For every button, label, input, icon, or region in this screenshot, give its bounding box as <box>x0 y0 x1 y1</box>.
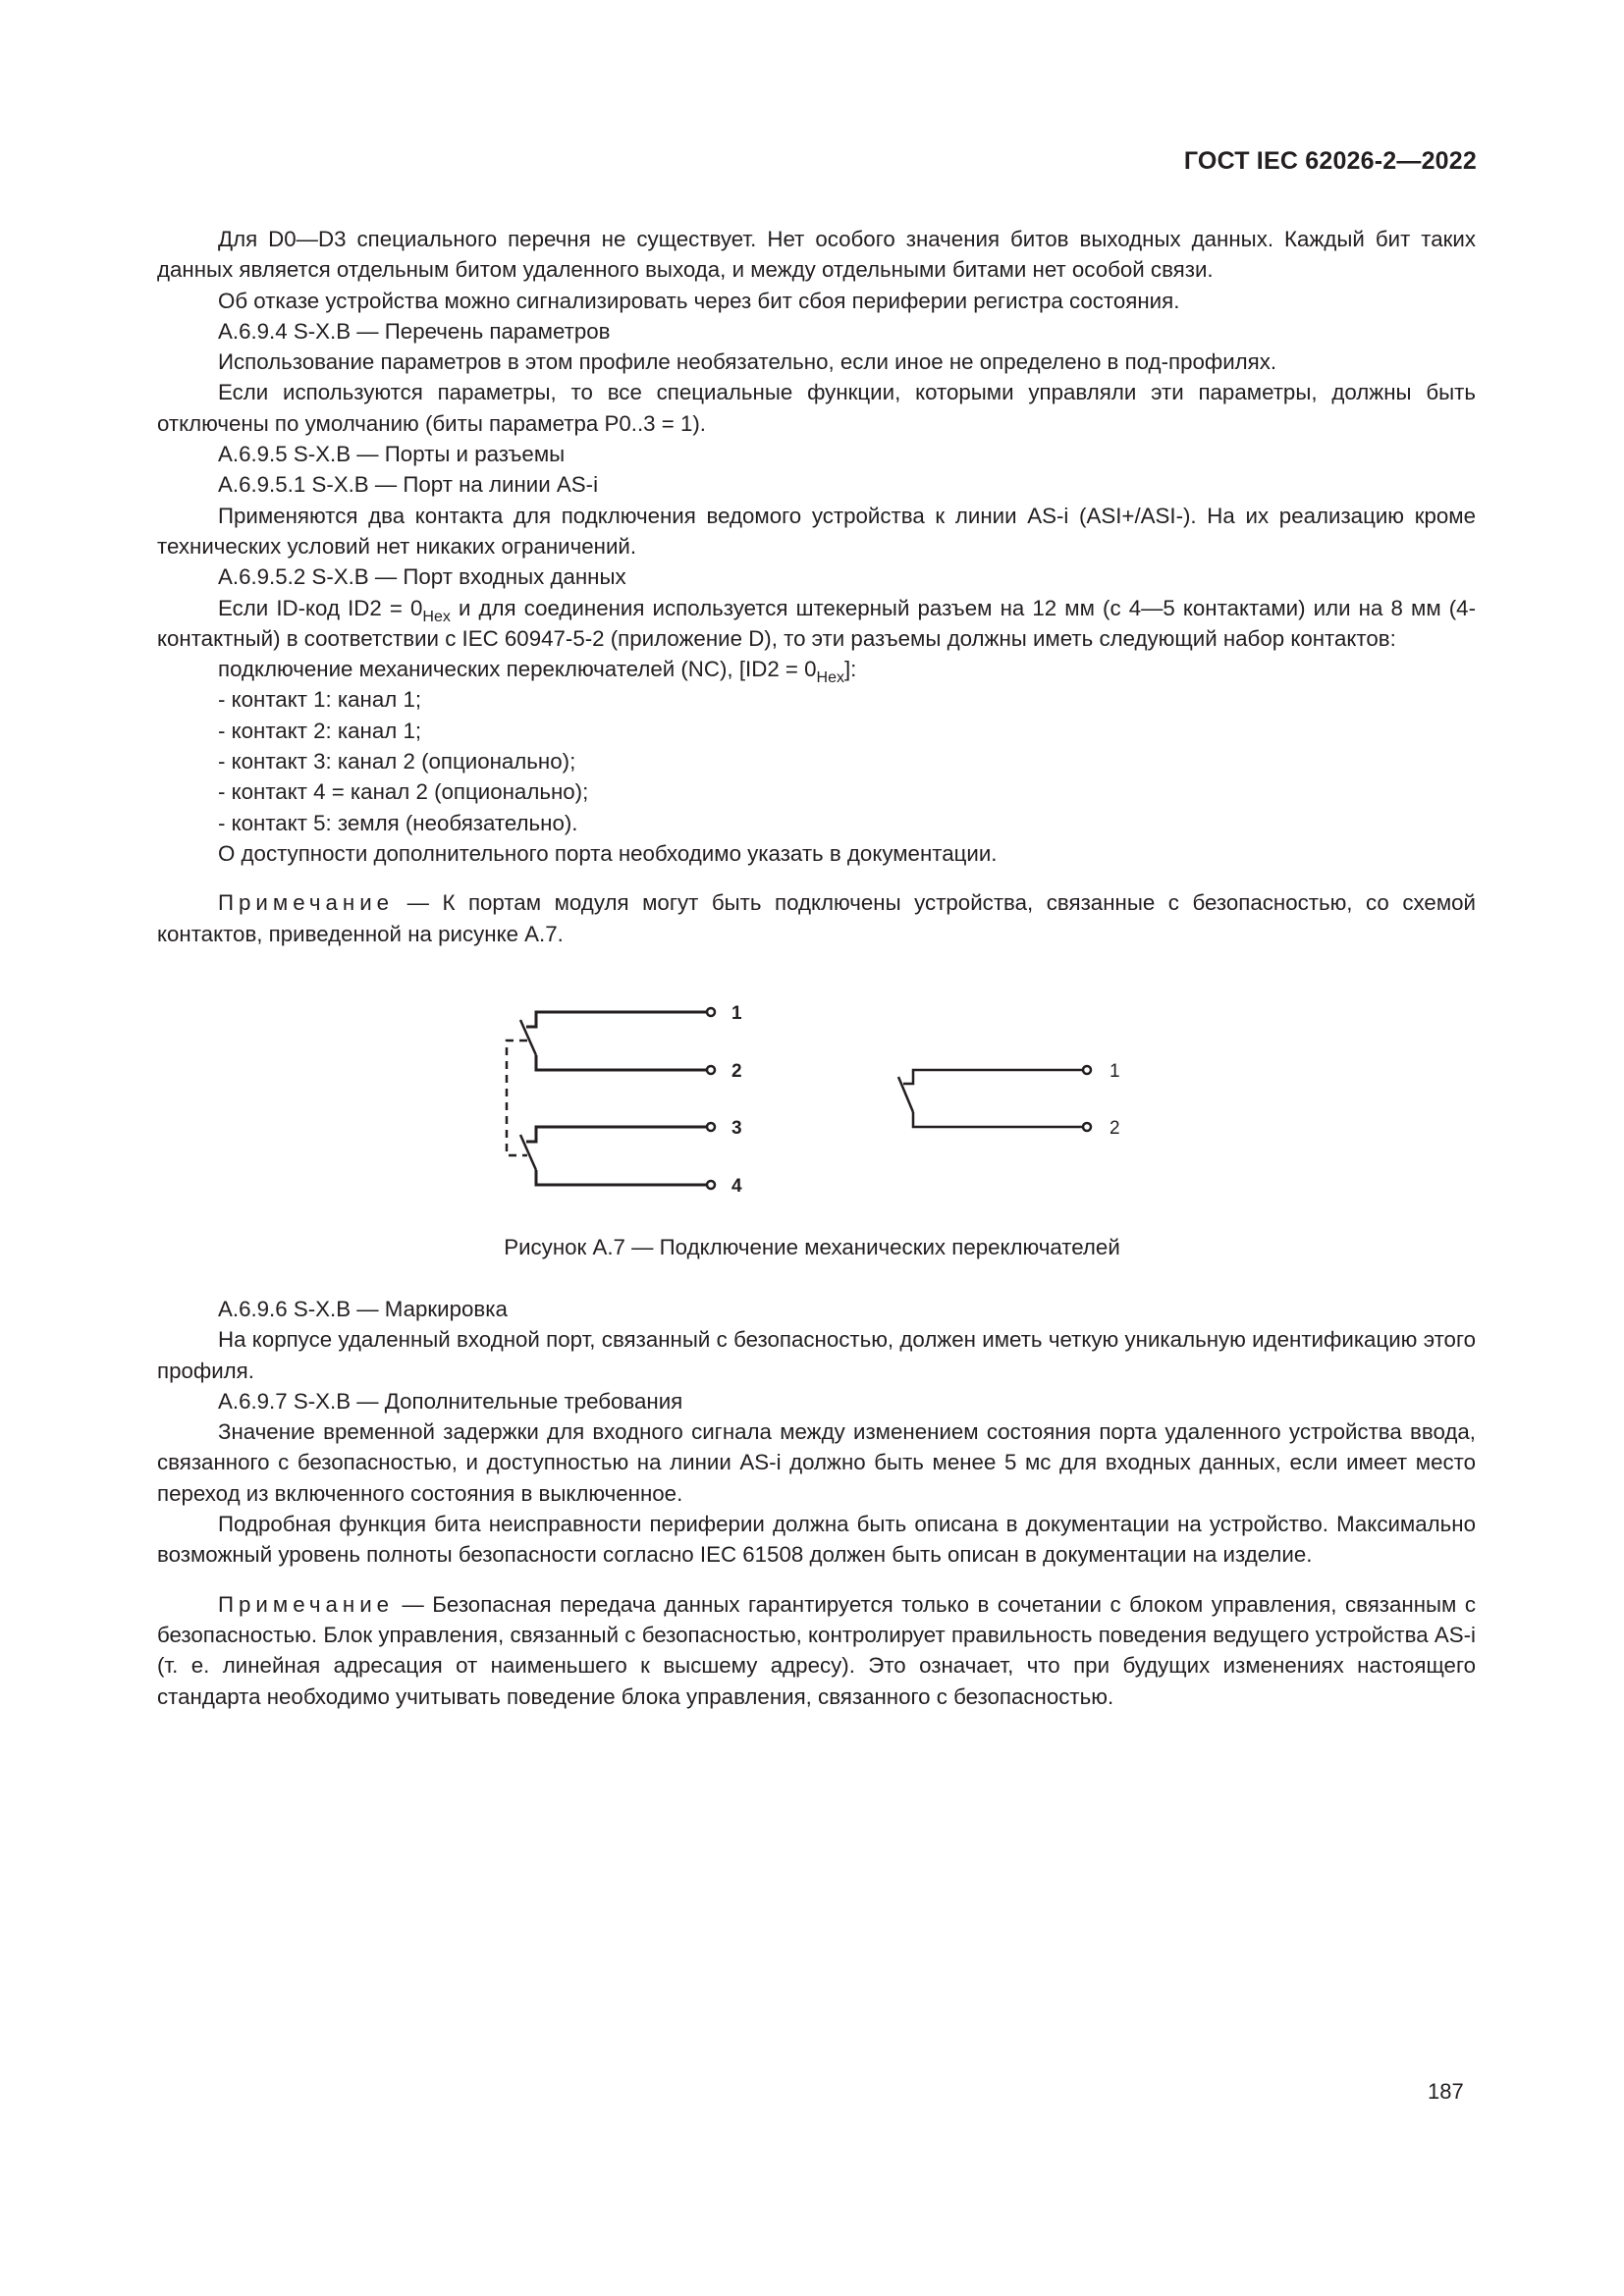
figure-caption: Рисунок А.7 — Подключение механических переключателей <box>504 1235 1120 1259</box>
paragraph-availability: О доступности дополнительного порта необходимо указать в документации. <box>218 840 998 866</box>
paragraph-marking: На корпусе удаленный входной порт, связанный с безопасностью, должен иметь четкую уникальную идентификацию этого профиля. <box>157 1327 1476 1383</box>
paragraph-fault-bit: Подробная функция бита неисправности периферии должна быть описана в документации на устройство. Максимально возможный уровень полноты безопасности согласно IEC 61508 должен быть описан в документации на изделие. <box>157 1512 1476 1568</box>
paragraph-asi-contacts: Применяются два контакта для подключения ведомого устройства к линии AS-i (ASI+/ASI-). На их реализацию кроме технических условий нет никаких ограничений. <box>157 503 1476 559</box>
paragraph-params-optional: Использование параметров в этом профиле необязательно, если иное не определено в под-профилях. <box>218 349 1277 375</box>
contact-list-item: - контакт 2: канал 1; <box>218 718 422 743</box>
paragraph-d0-d3: Для D0—D3 специального перечня не существует. Нет особого значения битов выходных данных. Каждый бит таких данных является отдельным битом удаленного выхода, и между отдельными битами нет особой связи. <box>157 227 1476 283</box>
section-heading-a695: A.6.9.5 S-X.B — Порты и разъемы <box>218 442 566 467</box>
terminal-label: 2 <box>1110 1118 1120 1139</box>
paragraph-delay: Значение временной задержки для входного сигнала между изменением состояния порта удаленного устройства ввода, связанного с безопасностью, и доступностью на линии AS-i должно быть менее 5 мс для входных данных, если имеет место переход из включенного состояния в выключенное. <box>157 1419 1476 1506</box>
body-text-top <box>157 224 1476 949</box>
document-header-title: ГОСТ IEC 62026-2—2022 <box>1183 147 1477 175</box>
note-2: Примечание — Безопасная передача данных гарантируется только в сочетании с блоком управления, связанным с безопасностью. Блок управления, связанный с безопасностью, контролирует правильность поведения ведущего устройства AS-i (т. е. линейная адресация от наименьшего к высшему адресу). Это означает, что при будущих изменениях настоящего стандарта необходимо учитывать поведение блока управления, связанного с безопасностью. <box>157 1591 1477 1709</box>
section-heading-a6952: A.6.9.5.2 S-X.B — Порт входных данных <box>218 564 626 590</box>
terminal-label: 2 <box>731 1061 742 1082</box>
note-1: Примечание — К портам модуля могут быть подключены устройства, связанные с безопасностью, со схемой контактов, приведенной на рисунке А.7. <box>157 890 1476 946</box>
terminal-label: 1 <box>731 1003 742 1024</box>
contact-list-item: - контакт 5: земля (необязательно). <box>218 810 578 835</box>
note-label: Примечание <box>218 1591 395 1617</box>
section-heading-a694: A.6.9.4 S-X.B — Перечень параметров <box>218 318 611 344</box>
paragraph-params-disabled: Если используются параметры, то все специальные функции, которыми управляли эти параметры, должны быть отключены по умолчанию (биты параметра P0..3 = 1). <box>157 380 1476 436</box>
terminal-label: 4 <box>731 1176 742 1197</box>
terminal-label: 1 <box>1110 1061 1120 1082</box>
contact-list-item: - контакт 4 = канал 2 (опционально); <box>218 779 589 805</box>
nc-line: подключение механических переключателей (NC), $[ID2 = 0_{Hex}]$: <box>218 657 857 687</box>
terminal-label: 3 <box>731 1118 742 1139</box>
section-heading-a697: A.6.9.7 S-X.B — Дополнительные требования <box>218 1388 683 1414</box>
paragraph-failure-signal: Об отказе устройства можно сигнализировать через бит сбоя периферии регистра состояния. <box>218 288 1180 313</box>
section-heading-a6951: A.6.9.5.1 S-X.B — Порт на линии AS-i <box>218 472 599 498</box>
paragraph-id-code: Если ID-код $ID2 = 0_{Hex}$ и для соединения используется штекерный разъем на 12 мм (с 4—5 контактами) или на 8 мм (4-контактный) в соответствии с IEC 60947-5-2 (приложение D), то эти разъемы должны иметь следующий набор контактов: <box>157 595 1477 651</box>
contact-list-item: - контакт 1: канал 1; <box>218 687 422 713</box>
contact-list-item: - контакт 3: канал 2 (опционально); <box>218 749 576 774</box>
dual-channel-switch-diagram <box>507 1008 715 1189</box>
single-channel-switch-diagram <box>898 1066 1091 1131</box>
page-number: 187 <box>1428 2079 1464 2104</box>
section-heading-a696: A.6.9.6 S-X.B — Маркировка <box>218 1297 508 1321</box>
note-label: Примечание <box>218 890 395 916</box>
body-text-bottom <box>157 1294 1476 1712</box>
